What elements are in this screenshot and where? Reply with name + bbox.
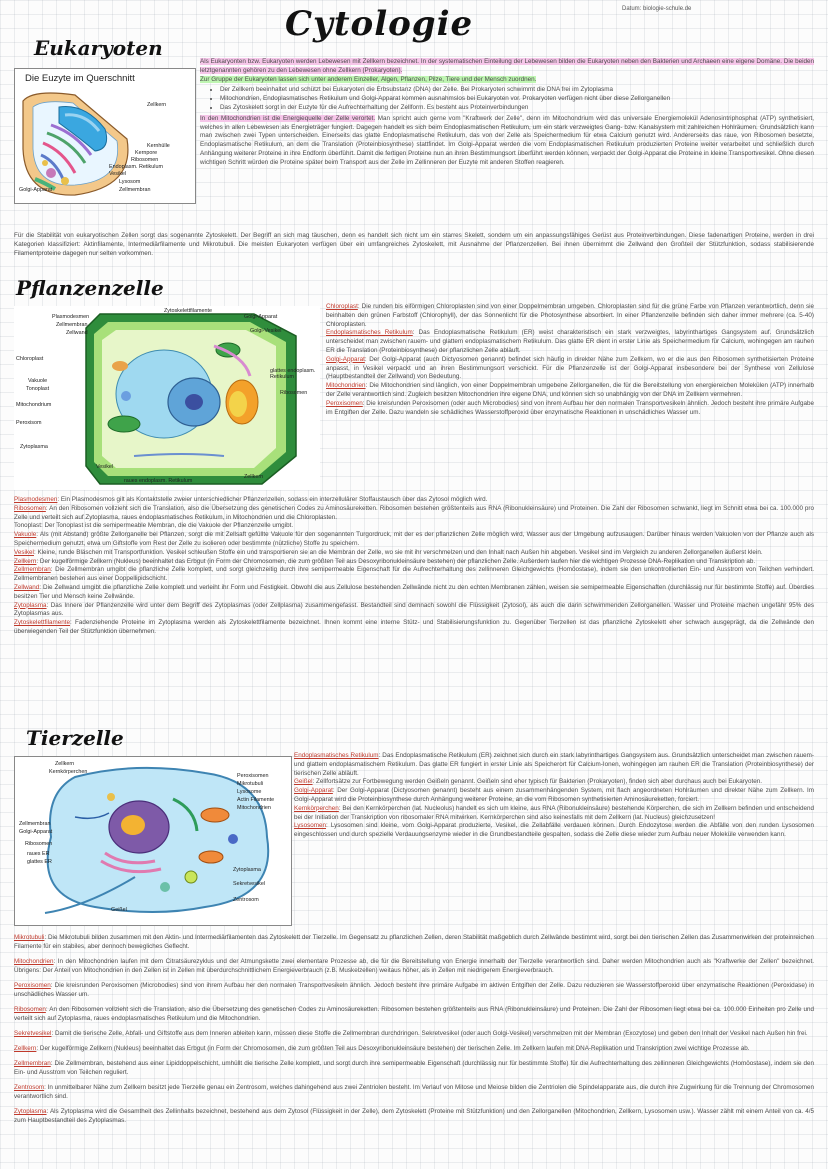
label-mitochondrium: Mitochondrium (16, 402, 52, 408)
label-mikrotubuli: Mikrotubuli (237, 781, 264, 787)
entry-tonoplast: Tonoplast: Der Tonoplast ist die semipermeable Membran, die die Vakuole der Pflanzenzelle umgibt. (14, 522, 294, 530)
label-vesikel: Vesikel (96, 464, 114, 470)
entry-er: Endoplasmatisches Retikulum: Das Endoplasmatische Retikulum (ER) zeichnet sich durch ein stark labyrinthartiges Gangsystem aus. Grundsätzlich unterscheidet man zwischen rauem- und glattem endoplasmatischem Retikulum. Das glatte ER fungiert in erster Linie als Speicherort für Calcium-Ionen, wohingegen am rauhen ER die Translation (Proteinbiosynthese) der tierischen Zelle abläuft. (294, 752, 814, 777)
euzyte-illustration (15, 69, 195, 203)
label-ribosomen: Ribosomen (131, 157, 159, 163)
date-note: Datum: biologie-schule.de (622, 6, 692, 12)
label-zytoplasma: Zytoplasma (233, 867, 261, 873)
label-raues-er: raues ER (27, 851, 50, 857)
entry-zentrosom: Zentrosom: In unmittelbarer Nähe zum Zellkern besitzt jede Tierzelle genau ein Zentrosom, welches dahingehend aus zwei Zentriolen besteht. Im Verlauf von Mitose und Meiose bilden die Zentriolen die Spindelapparate aus, die durch ihre Zugwirkung für die Trennung der Chromosomen verantwortlich sind. (14, 1083, 814, 1100)
label-golgi: Golgi-Apparat (19, 187, 53, 193)
label-zellmembran: Zellmembran (19, 821, 51, 827)
entry-plasmodesmen: Plasmodesmen: Ein Plasmodesmos gilt als Kontaktstelle zweier unterschiedlicher Pflanzenzellen, sodass ein interzellulärer Stoffaustausch über das Zytosol möglich wird. (14, 496, 488, 503)
figure-euzyte (14, 68, 196, 204)
label-kernkoerperchen: Kernkörperchen (49, 769, 88, 775)
entry-peroxisomen: Peroxisomen: Die kreisrunden Peroxisomen (Microbodies) sind von ihrem Aufbau her den normalen Transportvesikeln ähnlich. Jedoch besteht ihre primäre Aufgabe im aktiven Entgiften der Zelle. Dazu reduzieren sie Wasserstoffperoxid über enzymatische Reaktionen (Peroxidase) in unschädliches Wasser um. (14, 982, 814, 998)
entry-kernkoerperchen: Kernkörperchen: Bei den Kernkörperchen (lat. Nucleolus) handelt es sich um kleine, aus RNA (Ribonukleinsäure) bestehende Körperchen, die sich im Zellkern befinden und entscheidend bei der Initiation der Transkription von ribosomaler RNA mitwirken. Kernkörperchen sind also keinesfalls mit dem Zellkern (lat. Nucleus) gleichzusetzen! (294, 804, 814, 821)
heading-pflanzenzelle: Pflanzenzelle (16, 276, 164, 300)
label-plasmodesmen: Plasmodesmen (52, 314, 90, 320)
tierzelle-full-text (14, 928, 814, 1132)
entry-zytoplasma: Zytoplasma: Als Zytoplasma wird die Gesamtheit des Zellinhalts bezeichnet, bestehend aus dem Zytosol (Flüssigkeit in der Zelle), dem Zytoskelett (Proteine mit Stützfunktion) und den Zellorganellen (Mitochondrien, Zellkern, Lysosomen usw.). Wasser zählt mit einem Anteil von ca. 4/5 zum Hauptbestandteil des Zytoplasmas. (14, 1107, 814, 1124)
pflanzenzelle-full-text (14, 496, 814, 637)
label-vakuole: Vakuole (28, 378, 48, 384)
label-golgi: Golgi-Apparat (19, 829, 53, 835)
entry-chloroplast: Chloroplast: Die runden bis eiförmigen Chloroplasten sind von einer Doppelmembran umgeben. Chloroplasten sind für die grüne Farbe von Pflanzen verantwortlich, denn sie beinhalten den grünen Farbstoff (Chlorophyll), der das Sonnenlicht für die Photosynthese absorbiert. In einer Pflanzenzelle befinden sich daher immer mehrere (ca. 5-40) Chloroplasten. (326, 303, 814, 328)
label-kernpore: Kernpore (135, 150, 158, 156)
entry-vakuole: Vakuole: Als (mit Abstand) größte Zellorganelle bei Pflanzen, sorgt die mit Zellsaft gefüllte Vakuole für den sogenannten Turgordruck, mit der es der pflanzlichen Zelle möglich wird, Wasser aus der Umgebung aufzusaugen. Darüber hinaus werden Vakuolen von der Pflanze auch als Speichermedium genutzt, etwa um Giftstoffe vom Rest der Zelle zu isolieren oder bestimmte (nützliche) Stoffe zu speichern. (14, 531, 814, 547)
entry-mitochondrien: Mitochondrien: In den Mitochondrien laufen mit dem Citratsäurezyklus und der Atmungskette zwei elementare Prozesse ab, die für die Bereitstellung von Energie innerhalb der Tierzelle verantwortlich sind. Daher werden Mitochondrien auch als "Kraftwerke der Zellen" bezeichnet. Übrigens: Der Anteil von Mitochondrien in den Zellen ist in Zellen mit überdurchschnittlichem Energieverbrauch (z.B. Muskelzellen) weitaus höher, als in Zellen mit niedrigerem Energieverbrauch. (14, 958, 814, 974)
mito-lead: In den Mitochondrien ist die Energiequelle der Zelle verortet. (200, 114, 376, 122)
eukaryoten-text (200, 58, 814, 168)
list-item: • Der Zellkern beeinhaltet und schützt bei Eukaryoten die Erbsubstanz (DNA) der Zelle. Bei Prokaryoten schwimmt die DNA frei im Zytoplasma (220, 86, 814, 95)
label-actin: Actin Filamente (237, 797, 275, 803)
label-kernhuelle: Kernhülle (147, 143, 170, 149)
label-glattes-er: glattes ER (27, 859, 52, 865)
label-lysosome: Lysosome (237, 789, 262, 795)
heading-eukaryoten: Eukaryoten (34, 36, 163, 60)
label-zellmembran: Zellmembran (56, 322, 88, 328)
label-mitochondrien: Mitochondrien (237, 805, 271, 811)
mito-text: Man spricht auch gerne vom "Kraftwerk der Zelle", denn im Mitochondrium wird das universale Energiemolekül Adenosintriphosphat (ATP) synthetisiert, welches in allen Lebewesen als Energieträger fungiert. Dagegen handelt es sich beim Endoplasmatischen Retikulum, um ein stark verzweigtes Gang- bzw. Kanalsystem mit zahlreichen Hohlräumen. Grundsätzlich kann man zwischen zwei Typen unterscheiden. Einerseits das glatte Endoplasmatische Retikulum, das von der Zelle als Speichermedium für etwa Calcium genutzt wird. Andererseits das raue, von Ribosomen besetzte, Endoplasmatische Retikulum, an dem die Translation (Proteinbiosynthese) stattfindet. Im Golgi-Apparat werden die vom Endoplasmatischen Retikulum produzierten Proteine weiter verarbeitet und schließlich durch Anhängung weiterer Proteine in ihre Endform überführt. Damit die fertigen Proteine nun an ihren Bestimmungsort überführt werden können, verpackt der Golgi-Apparat die Proteine in kleine Transportvesikel. Ohne diesen wichtigen Schritt würden die Proteine später beim Transport aus der Zelle im Zellinneren der Euzyte mit anderen Stoffen reagieren. (200, 114, 814, 166)
figure-pflanzenzelle (14, 306, 320, 490)
label-zytoskelett: Zytoskelettfilamente (164, 308, 212, 314)
label-zellkern: Zellkern (55, 761, 75, 767)
entry-ribosomen: Ribosomen: An den Ribosomen vollzieht sich die Translation, also die Übersetzung des genetischen Codes zu Aminosäureketten. Ribosomen bestehen größtenteils aus RNA (Ribonukleinsäure) und Proteinen. Die Zahl der Ribosomen liegt etwa bei ca. 100.000 Einheiten pro Zelle und verteilt sich auf Zytoplasma, raues endoplasmatisches Retikulum und die Mitochondrien. (14, 1005, 814, 1022)
entry-zellmembran: Zellmembran: Die Zellmembran umgibt die pflanzliche Zelle komplett, und sorgt gleichzeitig durch ihre semipermeable Eigenschaft für die Aufrechterhaltung des zellinneren Gleichgewichts (Homöostase), indem sie den unkontrollierten Ein- und Ausstrom von Teilchen verhindert. Zellmembranen bestehen aus einer Doppellipidschicht. (14, 566, 814, 583)
label-ribosomen: Ribosomen (25, 841, 53, 847)
eukaryoten-bullets (220, 86, 814, 112)
entry-zellkern: Zellkern: Der kugelförmige Zellkern (Nukleus) beeinhaltet das Erbgut (in Form der Chromosomen, die zum größten Teil aus Desoxyribonukleinsäure bestehen) der pflanzlichen Zelle. Außerdem laufen hier die wichtigen Prozesse DNA-Replikation und Transkription ab. (14, 557, 756, 565)
label-raues-er: raues endoplasm. Retikulum (124, 478, 193, 484)
label-geissel: Geißel (111, 907, 127, 913)
label-er: Endoplasm. Retikulum (109, 164, 163, 170)
pflanzenzelle-side-text (326, 303, 814, 417)
entry-mitochondrien: Mitochondrien: Die Mitochondrien sind länglich, von einer Doppelmembran umgebene Zellorganellen, die für die Bereitstellung von energiereichen Molekülen (ATP) innerhalb der Zelle verantwortlich sind. Zugleich besitzen Mitochondrien ihre eigene DNA, und können sich so unabhängig von der DNA im Zellkern vermehren. (326, 382, 814, 398)
entry-golgi: Golgi-Apparat: Der Golgi-Apparat (auch Dictyosomen genannt) befindet sich häufig in direkter Nähe zum Zellkern, wo er die aus den Ribosomen synthetisierten Proteine anpasst, in Vesikel verpackt und an ihren Bestimmungsort verschickt. Für die Pflanzenzelle ist der Golgi-Apparat insbesondere bei der Synthese von Zellulose (Hauptbestandteil der Zellwand) von Bedeutung. (326, 355, 814, 381)
label-peroxisom: Peroxisom (16, 420, 42, 426)
entry-zellkern: Zellkern: Der kugelförmige Zellkern (Nukleus) beeinhaltet das Erbgut (in Form der Chromosomen, die zum größten Teil aus Desoxyribonukleinsäure bestehen) der tierischen Zelle. Im Zellkern laufen mit DNA-Replikation und Transkription zwei wichtige Prozesse ab. (14, 1044, 750, 1052)
entry-golgi: Golgi-Apparat: Der Golgi-Apparat (Dictyosomen genannt) besteht aus einem zusammenhängenden System, mit flach angeordneten Hohlräumen und direkter Nähe zum Zellkern. Im Golgi-Apparat wird die Proteinbiosynthese durch Anhängung weiterer Proteine, an die vom Ribosomen synthetisierten Aminosäureketten, forciert. (294, 787, 814, 803)
entry-mikrotubuli: Mikrotubuli: Die Mikrotubuli bilden zusammen mit den Aktin- und Intermediärfilamenten das Zytoskelett der Tierzelle. Im Gegensatz zu pflanzlichen Zellen, deren Stabilität maßgeblich durch Zellwände bestimmt wird, sorgt bei den tierischen Zellen das Zusammenwirken der proteinreichen Filamente für ein stabiles, aber dennoch bewegliches Geflecht. (14, 934, 814, 951)
entry-geissel: Geißel: Zellfortsätze zur Fortbewegung werden Geißeln genannt. Geißeln sind eher typisch für Bakterien (Prokaryoten), finden sich aber durchaus auch bei Eukaryoten. (294, 778, 762, 786)
label-vesikel: Vesikel (109, 171, 127, 177)
label-chloroplast: Chloroplast (16, 356, 44, 362)
label-zellkern: Zellkern (244, 474, 264, 480)
label-tonoplast: Tonoplast (26, 386, 50, 392)
figure-euzyte-title: Die Euzyte im Querschnitt (25, 73, 135, 84)
entry-zellwand: Zellwand: Die Zellwand umgibt die pflanzliche Zelle komplett und verleiht ihr Form und Festigkeit. Obwohl die aus Zellulose bestehenden Zellwände nicht zu den echten Membranen zählen, weisen sie semipermeable Eigenschaften (durchlässig nur für bestimmte Stoffe) auf. Überdies besitzen Tier und Mensch keine Zellwände. (14, 583, 814, 600)
entry-zytoskelett: Zytoskelettfilamente: Fadenziehende Proteine im Zytoplasma werden als Zytoskelettfilamente bezeichnet. Ihnen kommt eine interne Stütz- und Stabilisierungsfunktion zu. Gegenüber Tierzellen ist das pflanzliche Zytoskelett eher schwach ausgeprägt, da die Zellwände den überwiegenden Teil der Stützfunktion übernehmen. (14, 619, 814, 635)
label-golgi: Golgi-Apparat (244, 314, 278, 320)
intro-gruppen: Zur Gruppe der Eukaryoten lassen sich unter anderem Einzeller, Algen, Pflanzen, Pilze, Tiere und der Mensch zuordnen. (200, 75, 537, 83)
list-item: • Das Zytoskelett sorgt in der Euzyte für die Aufrechterhaltung der Zellform. Es besteht aus Proteinverbindungen (220, 104, 814, 113)
entry-zytoplasma: Zytoplasma: Das Innere der Pflanzenzelle wird unter dem Begriff des Zytoplasmas (oder Zellplasma) zusammengefasst. Bestandteil sind demnach sowohl die Flüssigkeit (Zytosol), als auch die darin schwimmenden Zellorganellen. Wasser und Proteine machen ungefähr 95% des Zytoplasmas aus. (14, 601, 814, 618)
entry-er: Endoplasmatisches Retikulum: Das Endoplasmatische Retikulum (ER) weist charakteristisch ein stark verzweigtes, labyrinthartiges Gangsystem auf. Grundsätzlich unterscheidet man zwischen rauem- und glattem endoplasmatischem Retikulum. Das glatte ER dient in erster Linie als Speichermedium für Calcium, wohingegen am rauhen ER die Translation (Proteinbiosynthese) der pflanzlichen Zelle abläuft. (326, 329, 814, 354)
label-ribosomen: Ribosomen (280, 390, 308, 396)
entry-ribosomen: Ribosomen: An den Ribosomen vollzieht sich die Translation, also die Übersetzung des genetischen Codes zu Aminosäureketten. Ribosomen bestehen größtenteils aus RNA (Ribonukleinsäure) und Proteinen. Die Zahl der Ribosomen schwankt, liegt im Schnitt etwa bei ca. 100.000 pro Zelle und verteilt sich auf Zytoplasma, raues endoplasmatisches Retikulum, in Mitochondrien und die Chloroplasten. (14, 504, 814, 521)
label-glattes-er: glattes endoplasm. Retikulum (270, 368, 316, 380)
entry-zellmembran: Zellmembran: Die Zellmembran, bestehend aus einer Lipiddoppelschicht, umhüllt die tierische Zelle komplett, und sorgt durch ihre semipermeable Eigenschaft (durchlässig nur für bestimmte Stoffe) für die Aufrechterhaltung des zellinneren Gleichgewichts (Homöostase), indem sie den Ein- und Ausstrom von Teilchen reguliert. (14, 1060, 814, 1076)
heading-tierzelle: Tierzelle (26, 726, 124, 750)
label-peroxisomen: Peroxisomen (237, 773, 269, 779)
entry-lysosomen: Lysosomen: Lysosomen sind kleine, vom Golgi-Apparat produzierte, Vesikel, die Zellabfälle verdauen können. Durch Endozytose werden die Abfälle von den runden Lysosomen eingeschlossen und durch spezielle Verdauungsenzyme wieder in die Grundbestandteile gespalten, sodass die Zelle diese wieder zum Aufbau neuer Moleküle verwenden kann. (294, 822, 814, 839)
label-zytoplasma: Zytoplasma (20, 444, 48, 450)
label-zellkern: Zellkern (147, 102, 167, 108)
figure-tierzelle (14, 756, 292, 926)
label-sekretvesikel: Sekretvesikel (233, 881, 266, 887)
list-item: • Mitochondrien, Endoplasmatisches Retikulum und Golgi-Apparat kommen ausnahmslos bei Eukaryoten vor. Prokaryoten verfügen nicht über diese Zellorganellen (220, 95, 814, 104)
entry-sekretvesikel: Sekretvesikel: Damit die tierische Zelle, Abfall- und Giftstoffe aus dem Inneren ableiten kann, müssen diese Stoffe die Zellmembran durchdringen. Sekretvesikel (oder auch Golgi-Vesikel) verschmelzen mit der Membran (Exozytose) und geben den Inhalt der Vesikel nach Außen hin frei. (14, 1029, 808, 1037)
intro-eukaryoten: Als Eukaryonten bzw. Eukaryoten werden Lebewesen mit Zellkern bezeichnet. In der systematischen Einteilung der Lebewesen bilden die Eukaryoten neben den Bakterien und Archaeen eine eigene Domäne. Die beiden letztgenannten gehören zu den Lebewesen ohne Zellkern (Prokaryoten). (200, 58, 814, 74)
page-title: Cytologie (285, 4, 474, 44)
label-lysosom: Lysosom (119, 179, 141, 185)
entry-peroxisomen: Peroxisomen: Die kreisrunden Peroxisomen (oder auch Microbodies) sind von ihrem Aufbau her den normalen Transportvesikeln ähnlich. Jedoch besteht ihre primäre Aufgabe im Entgiften der Zelle. Dazu wandeln sie schädliches Wasserstoffperoxid über enzymatische Reaktionen in unschädliches Wasser um. (326, 399, 814, 416)
zytoskelett-text: Für die Stabilität von eukaryotischen Zellen sorgt das sogenannte Zytoskelett. Der Begriff an sich mag täuschen, denn es handelt sich nicht um ein starres Skelett, sondern um ein anpassungsfähiges Gerüst aus Proteinverbindungen. Diese fadenartigen Proteine, werden in drei Kategorien klassifiziert: Aktinfilamente, Intermediärfilamente und Mikrotubuli. Die meisten Eukaryoten verfügen über ein umfangreiches Zytoskelett, mit Ausnahme der Pflanzenzellen. Bei ihnen übernimmt die Zellwand den Großteil der Stützfunktion, sodass stabilisierende Filamentproteine dagegen nur selten vorkommen. (14, 232, 814, 257)
label-zellwand: Zellwand (66, 330, 88, 336)
entry-vesikel: Vesikel: Kleine, runde Bläschen mit Transportfunktion. Vesikel schleußen Stoffe ein und transportieren sie an die Membran der Zelle, wo sie mit ihr verschmelzen und den Inhalt nach Außen hin abgeben. Vesikel sind im Vergleich zu anderen Zellorganellen äußerst klein. (14, 548, 763, 556)
label-zentrosom: Zentrosom (233, 897, 259, 903)
label-zellmembran: Zellmembran (119, 187, 151, 193)
tierzelle-side-text (294, 752, 814, 840)
label-golgi-vesikel: Golgi-Vesikel (250, 328, 282, 334)
